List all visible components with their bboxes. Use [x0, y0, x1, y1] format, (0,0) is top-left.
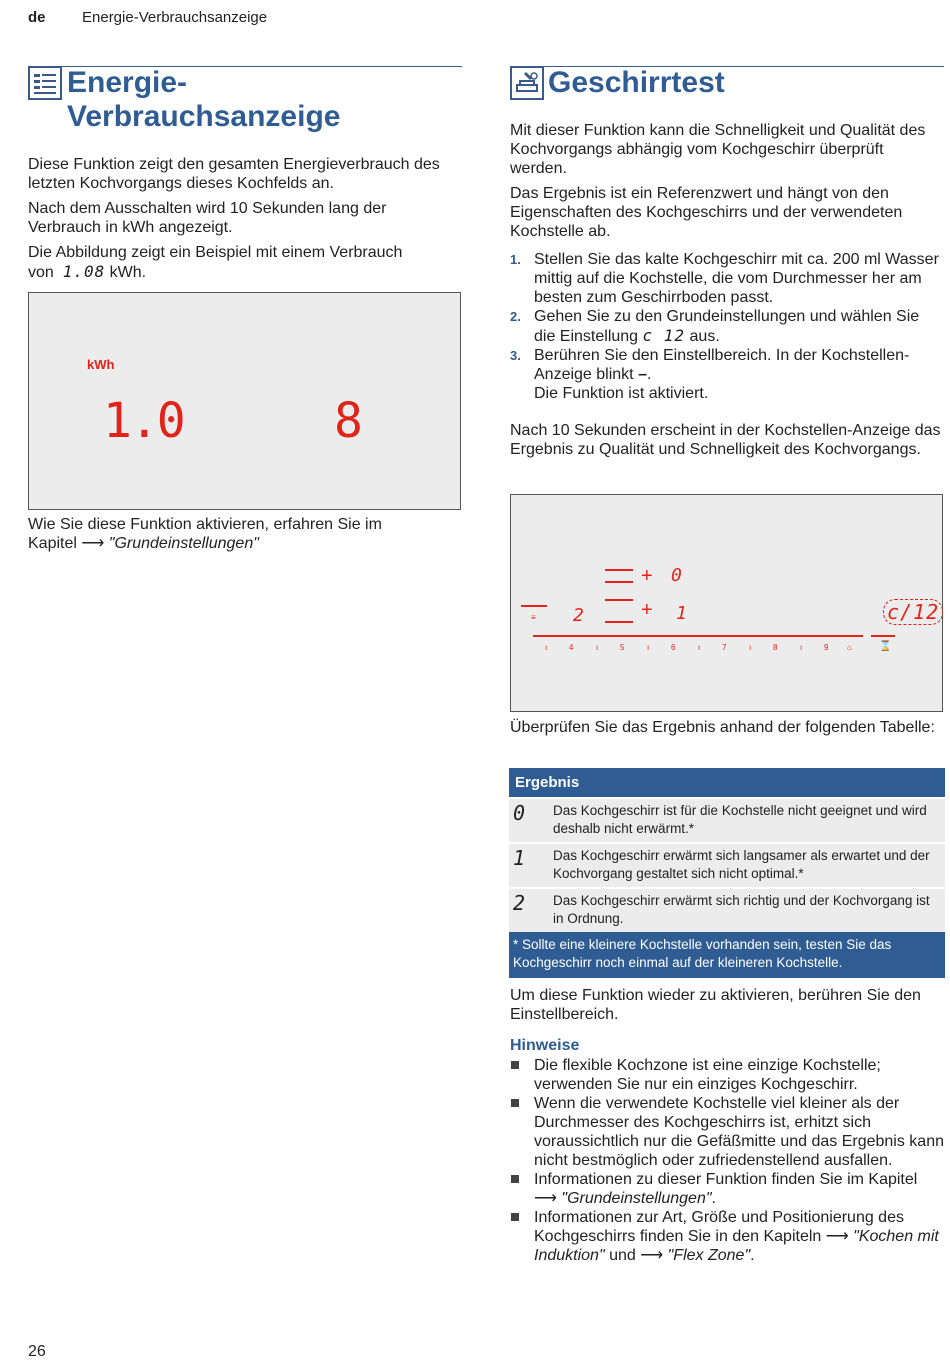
timer-icon: ⌛	[879, 641, 892, 652]
note-text: .	[750, 1247, 755, 1264]
result-symbol: 2	[509, 888, 549, 932]
bullet-icon	[511, 1175, 519, 1183]
arrow-icon: ⟶	[640, 1247, 664, 1264]
scale-tick: ı	[749, 643, 752, 652]
scale-label: 5	[620, 643, 625, 652]
scale-label: 7	[722, 643, 727, 652]
cookware-test-icon	[510, 66, 544, 100]
bullet-icon	[511, 1099, 519, 1107]
steps-list	[510, 250, 944, 403]
paragraph	[28, 243, 460, 282]
text: von	[28, 264, 54, 281]
plus-icon: +	[641, 565, 653, 587]
note-text: Wenn die verwendete Kochstelle viel kleiner als der Durchmesser des Kochgeschirrs ist, erhitzt sich voraussichtlich nur die Gefäßmitte und das Ergebnis kann nicht bestmöglich oder zufriedenstellend ausfallen.	[534, 1095, 944, 1169]
list-item	[510, 1208, 944, 1265]
paragraph: Nach dem Ausschalten wird 10 Sekunden lang der Verbrauch in kWh angezeigt.	[28, 200, 387, 236]
blink-symbol: –	[638, 366, 647, 383]
heading-line-1: Energie-	[67, 66, 188, 99]
energy-value-display: 1.0	[103, 393, 184, 449]
page-number: 26	[28, 1343, 46, 1360]
paragraph: Überprüfen Sie das Ergebnis anhand der folgenden Tabelle:	[510, 719, 935, 736]
text: Kapitel	[28, 535, 77, 552]
energy-display-illustration	[28, 292, 461, 510]
bullet-icon	[511, 1213, 519, 1221]
step-text: Gehen Sie zu den Grundeinstellungen und wählen Sie die Einstellung	[534, 308, 920, 345]
chapter-link[interactable]: "Grundeinstellungen"	[561, 1190, 712, 1207]
table-row	[509, 843, 945, 888]
cross-reference	[28, 515, 460, 553]
paragraph: Diese Funktion zeigt den gesamten Energieverbrauch des letzten Kochvorgangs dieses Kochfelds an.	[28, 156, 440, 192]
table-footnote: * Sollte eine kleinere Kochstelle vorhanden sein, testen Sie das Kochgeschirr noch einmal auf der kleineren Kochstelle.	[509, 932, 945, 978]
result-description: Das Kochgeschirr erwärmt sich langsamer als erwartet und der Kochvorgang gestaltet sich nicht optimal.*	[549, 843, 945, 888]
slider-bar	[533, 635, 863, 637]
note-text: Informationen zur Art, Größe und Positionierung des Kochgeschirrs finden Sie in den Kapiteln	[534, 1209, 904, 1245]
step-text: .	[646, 366, 652, 383]
table-row	[509, 798, 945, 843]
list-item	[510, 1170, 944, 1208]
section-heading-cookware-test: Geschirrtest	[548, 66, 725, 99]
step-number: 1.	[510, 252, 521, 267]
result-symbol: 0	[509, 798, 549, 843]
zone-indicator	[605, 621, 633, 623]
result-symbol: 1	[509, 843, 549, 888]
scale-label: 4	[569, 643, 574, 652]
list-item	[510, 307, 944, 346]
result-value-left: 2	[573, 605, 585, 626]
notes-list	[510, 1056, 944, 1265]
setting-code: c 12	[642, 326, 686, 345]
paragraph: Um diese Funktion wieder zu aktivieren, berühren Sie den Einstellbereich.	[510, 987, 921, 1023]
text: Wie Sie diese Funktion aktivieren, erfahren Sie im	[28, 516, 382, 533]
scale-tick: ı	[596, 643, 599, 652]
note-text: Informationen zu dieser Funktion finden Sie im Kapitel	[534, 1171, 918, 1188]
paragraph: Nach 10 Sekunden erscheint in der Kochstellen-Anzeige das Ergebnis zu Qualität und Schnelligkeit des Kochvorgangs.	[510, 422, 941, 458]
scale-label: 8	[773, 643, 778, 652]
step-text: Stellen Sie das kalte Kochgeschirr mit ca. 200 ml Wasser mittig auf die Kochstelle, die vom Durchmesser her am besten zum Geschirrboden passt.	[534, 251, 939, 306]
result-table	[509, 768, 945, 978]
language-code: de	[28, 9, 46, 26]
scale-tick: ı	[698, 643, 701, 652]
boost-icon: ⌂	[847, 643, 852, 652]
step-text: Berühren Sie den Einstellbereich. In der Kochstellen-Anzeige blinkt	[534, 347, 910, 383]
note-text: und	[609, 1247, 636, 1264]
zone-indicator	[605, 581, 633, 583]
chapter-link[interactable]: "Kochen mit Induktion"	[534, 1228, 939, 1264]
scale-label: 6	[671, 643, 676, 652]
list-item	[510, 250, 944, 307]
result-description: Das Kochgeschirr ist für die Kochstelle nicht geeignet und wird deshalb nicht erwärmt.*	[549, 798, 945, 843]
table-header: Ergebnis	[509, 768, 945, 798]
arrow-icon: ⟶	[534, 1190, 557, 1207]
segment-value: 1.08	[62, 262, 106, 281]
zone-indicator	[605, 599, 633, 601]
heading-line-2: Verbrauchsanzeige	[67, 100, 341, 133]
note-text: Die flexible Kochzone ist eine einzige Kochstelle; verwenden Sie nur ein einziges Kochgeschirr.	[534, 1057, 881, 1093]
arrow-icon: ⟶	[825, 1228, 849, 1245]
zone-indicator	[521, 605, 547, 607]
running-header-title: Energie-Verbrauchsanzeige	[82, 9, 268, 26]
list-item	[510, 346, 944, 403]
energy-display-icon	[28, 66, 62, 100]
slider-bar	[871, 635, 895, 637]
paragraph: Mit dieser Funktion kann die Schnelligkeit und Qualität des Kochvorgangs abhängig vom Kochgeschirr überprüft werden.	[510, 122, 926, 177]
notes-heading: Hinweise	[510, 1037, 580, 1054]
scale-tick: ı	[800, 643, 803, 652]
note-text: .	[711, 1190, 716, 1207]
step-result: Die Funktion ist aktiviert.	[534, 385, 709, 402]
chapter-link[interactable]: "Flex Zone"	[667, 1247, 751, 1264]
list-item	[510, 1094, 944, 1170]
zone-indicator	[605, 569, 633, 571]
paragraph: Das Ergebnis ist ein Referenzwert und hängt von den Eigenschaften des Kochgeschirrs und der verwendeten Kochstelle ab.	[510, 185, 903, 240]
arrow-icon: ⟶	[81, 535, 105, 552]
segment-digit-display: 8	[334, 393, 363, 449]
step-number: 3.	[510, 348, 521, 363]
step-text: aus.	[689, 328, 720, 345]
plus-icon: +	[641, 599, 653, 621]
table-row	[509, 888, 945, 932]
result-value-top: 0	[671, 565, 683, 586]
text: kWh.	[109, 264, 147, 281]
bullet-icon	[511, 1061, 519, 1069]
cooktop-display-illustration	[510, 494, 943, 712]
menu-icon: ≡	[531, 613, 536, 622]
step-number: 2.	[510, 309, 521, 324]
kwh-label: kWh	[87, 357, 115, 372]
scale-label: 9	[824, 643, 829, 652]
list-item	[510, 1056, 944, 1094]
scale-tick: ı	[647, 643, 650, 652]
text: Die Abbildung zeigt ein Beispiel mit einem Verbrauch	[28, 244, 403, 261]
setting-display: c/12	[883, 599, 943, 625]
section-heading-energy	[67, 66, 340, 134]
result-value-mid: 1	[676, 603, 688, 624]
result-description: Das Kochgeschirr erwärmt sich richtig und der Kochvorgang ist in Ordnung.	[549, 888, 945, 932]
scale-tick: ı	[545, 643, 548, 652]
chapter-link[interactable]: "Grundeinstellungen"	[108, 535, 259, 552]
